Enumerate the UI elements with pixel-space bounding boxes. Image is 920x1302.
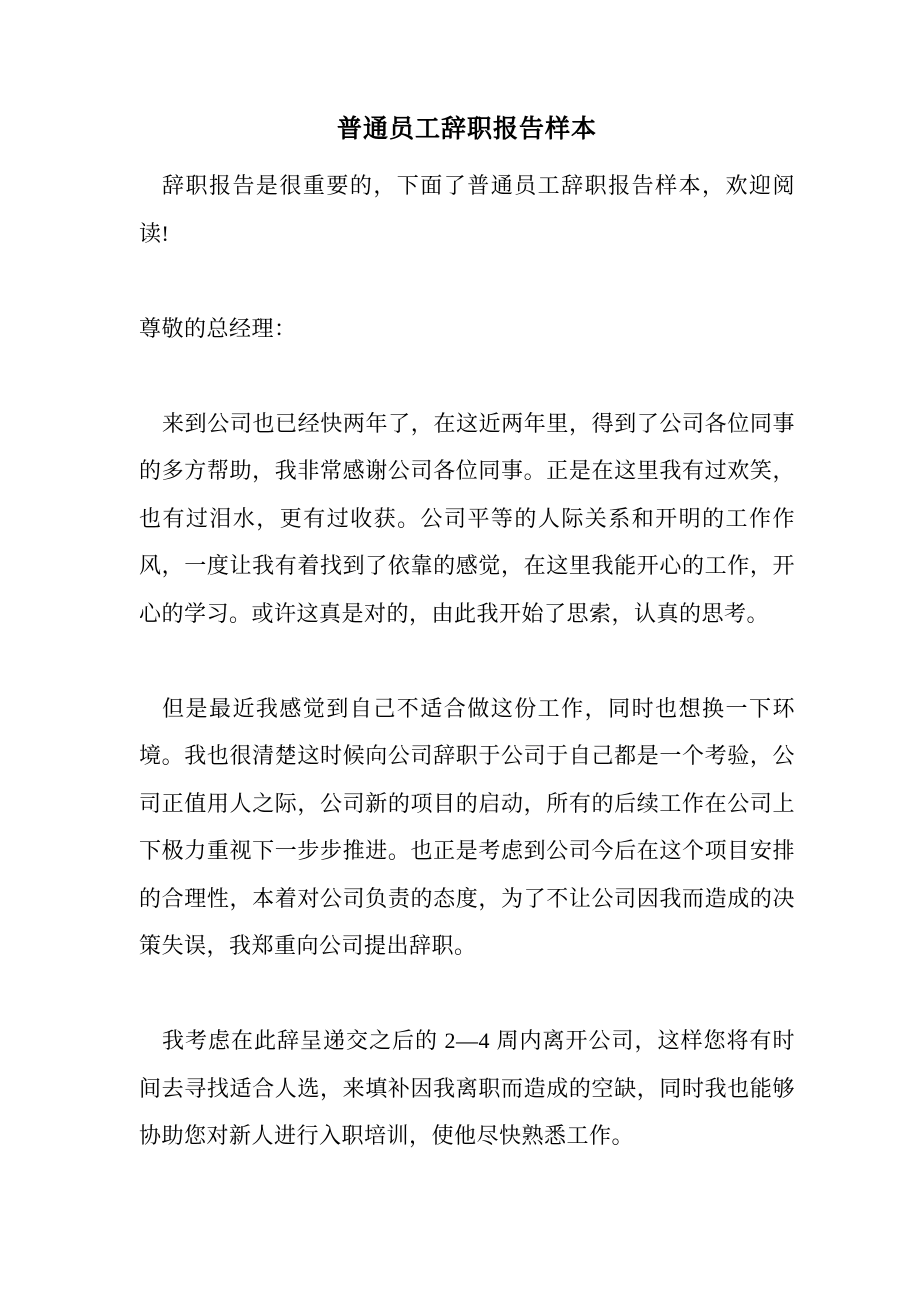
body-paragraph-3: 我考虑在此辞呈递交之后的 2—4 周内离开公司，这样您将有时间去寻找适合人选，来填补因我离职而造成的空缺，同时我也能够协助您对新人进行入职培训，使他尽快熟悉工作。: [139, 1028, 795, 1148]
document-title: 普通员工辞职报告样本: [336, 116, 597, 143]
intro-paragraph: 辞职报告是很重要的，下面了普通员工辞职报告样本，欢迎阅读!: [139, 173, 795, 246]
salutation-line: 尊敬的总经理：: [139, 315, 297, 341]
body-paragraph-1: 来到公司也已经快两年了，在这近两年里，得到了公司各位同事的多方帮助，我非常感谢公司各位同事。正是在这里我有过欢笑，也有过泪水，更有过收获。公司平等的人际关系和开明的工作作风，一度让我有着找到了依靠的感觉，在这里我能开心的工作，开心的学习。或许这真是对的，由此我开始了思索，认真的思考。: [139, 410, 795, 626]
body-paragraph-2: 但是最近我感觉到自己不适合做这份工作，同时也想换一下环境。我也很清楚这时候向公司辞职于公司于自己都是一个考验，公司正值用人之际，公司新的项目的启动，所有的后续工作在公司上下极力重视下一步步推进。也正是考虑到公司今后在这个项目安排的合理性，本着对公司负责的态度，为了不让公司因我而造成的决策失误，我郑重向公司提出辞职。: [139, 695, 795, 958]
